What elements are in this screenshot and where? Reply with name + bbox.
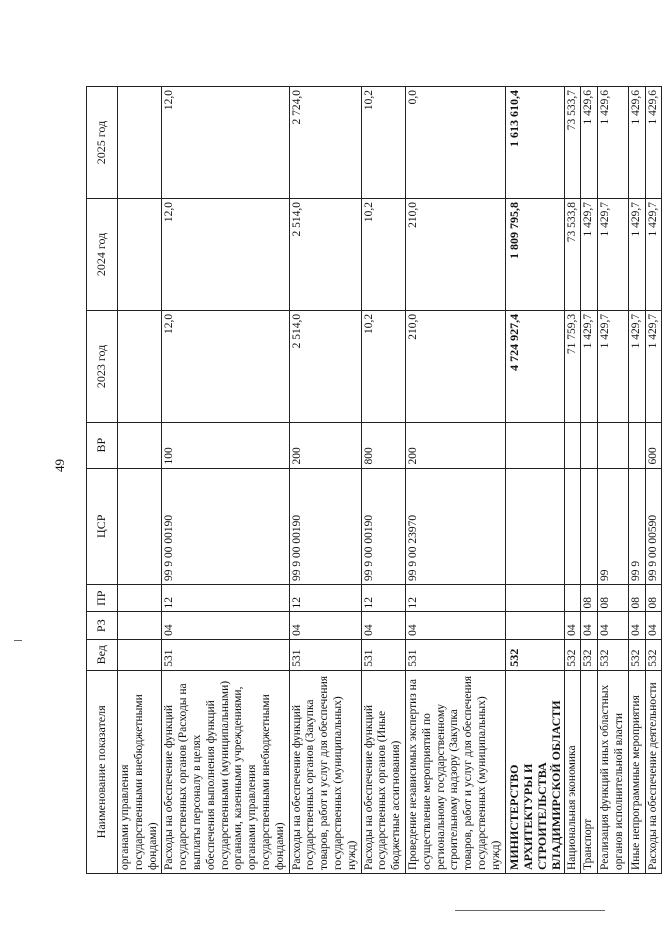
cell-csr: 99 9 00 00190 <box>289 468 361 585</box>
cell-pr: 12 <box>405 585 505 612</box>
cell-rz: 04 <box>361 612 405 639</box>
cell-2025: 1 429,6 <box>598 87 629 199</box>
cell-csr <box>505 468 564 585</box>
cell-2024 <box>118 198 162 310</box>
cell-2024: 10,2 <box>361 198 405 310</box>
budget-table <box>86 86 662 874</box>
cell-pr: 12 <box>289 585 361 612</box>
cell-2025 <box>118 87 162 199</box>
cell-vr: 800 <box>361 422 405 468</box>
cell-rz: 04 <box>598 612 629 639</box>
header-ved: Вед <box>87 639 118 670</box>
table-header-row <box>87 87 118 874</box>
table-row <box>162 87 289 874</box>
cell-name: органами управления государственными внебюджетными фондами) <box>118 670 162 873</box>
cell-pr: 08 <box>645 585 662 612</box>
cell-vr: 600 <box>645 422 662 468</box>
cell-csr: 99 <box>598 468 629 585</box>
cell-name: Расходы на обеспечение функций государственных органов (Закупка товаров, работ и услуг для обеспечения государственных (муниципальных) нужд) <box>289 670 361 873</box>
cell-ved: 531 <box>289 639 361 670</box>
cell-name: Расходы на обеспечение деятельности <box>645 670 662 873</box>
table-row <box>628 87 645 874</box>
cell-2023: 210,0 <box>405 310 505 422</box>
cell-ved: 532 <box>598 639 629 670</box>
cell-2024: 12,0 <box>162 198 289 310</box>
cell-vr <box>628 422 645 468</box>
cell-name: Национальная экономика <box>564 670 581 873</box>
table-row <box>581 87 598 874</box>
table-row <box>564 87 581 874</box>
cell-name: Иные непрограммные мероприятия <box>628 670 645 873</box>
cell-2023: 10,2 <box>361 310 405 422</box>
cell-ved: 532 <box>581 639 598 670</box>
cell-rz: 04 <box>405 612 505 639</box>
cell-2024: 1 429,7 <box>645 198 662 310</box>
cell-rz <box>505 612 564 639</box>
rotated-table-container <box>86 86 659 874</box>
cell-csr <box>564 468 581 585</box>
cell-pr: 08 <box>598 585 629 612</box>
cell-ved: 531 <box>405 639 505 670</box>
cell-2023: 1 429,7 <box>598 310 629 422</box>
table-row <box>118 87 162 874</box>
header-2023: 2023 год <box>87 310 118 422</box>
cell-vr <box>118 422 162 468</box>
cell-ved: 531 <box>162 639 289 670</box>
cell-2023: 1 429,7 <box>645 310 662 422</box>
table-row <box>645 87 662 874</box>
cell-2024: 2 514,0 <box>289 198 361 310</box>
cell-2024: 210,0 <box>405 198 505 310</box>
cell-pr: 12 <box>162 585 289 612</box>
cell-vr <box>505 422 564 468</box>
cell-pr <box>564 585 581 612</box>
cell-2023: 2 514,0 <box>289 310 361 422</box>
cell-name: МИНИСТЕРСТВО АРХИТЕКТУРЫ И СТРОИТЕЛЬСТВА ВЛАДИМИРСКОЙ ОБЛАСТИ <box>505 670 564 873</box>
table-row <box>289 87 361 874</box>
cell-rz: 04 <box>564 612 581 639</box>
cell-2024: 1 429,7 <box>628 198 645 310</box>
cell-vr: 200 <box>289 422 361 468</box>
cell-2025: 1 429,6 <box>628 87 645 199</box>
table-row <box>405 87 505 874</box>
cell-vr: 100 <box>162 422 289 468</box>
cell-ved: 532 <box>645 639 662 670</box>
header-vr: ВР <box>87 422 118 468</box>
cell-2023: 4 724 927,4 <box>505 310 564 422</box>
cell-2024: 73 533,8 <box>564 198 581 310</box>
cell-rz: 04 <box>289 612 361 639</box>
cell-2025: 0,0 <box>405 87 505 199</box>
cell-rz: 04 <box>581 612 598 639</box>
cell-2025: 1 429,6 <box>581 87 598 199</box>
cell-2025: 12,0 <box>162 87 289 199</box>
header-pr: ПР <box>87 585 118 612</box>
cell-pr <box>505 585 564 612</box>
cell-name: Проведение независимых экспертиз на осуществление мероприятий по региональному государственному строительному надзору (Закупка товаров, работ и услуг для обеспечения государственных (муниципальных) нужд) <box>405 670 505 873</box>
page-number: 49 <box>52 459 67 472</box>
cell-csr: 99 9 00 00190 <box>162 468 289 585</box>
cell-ved: 532 <box>628 639 645 670</box>
cell-csr: 99 9 <box>628 468 645 585</box>
cell-2023: 12,0 <box>162 310 289 422</box>
cell-2025: 1 429,6 <box>645 87 662 199</box>
scan-artifact-line <box>14 640 22 641</box>
header-csr: ЦСР <box>87 468 118 585</box>
cell-ved <box>118 639 162 670</box>
table-row <box>361 87 405 874</box>
cell-vr <box>564 422 581 468</box>
cell-pr: 12 <box>361 585 405 612</box>
cell-name: Реализация функций иных областных органов исполнительной власти <box>598 670 629 873</box>
cell-ved: 532 <box>564 639 581 670</box>
cell-pr: 08 <box>628 585 645 612</box>
scan-artifact-line <box>455 910 605 911</box>
cell-rz <box>118 612 162 639</box>
cell-2024: 1 429,7 <box>598 198 629 310</box>
cell-ved: 531 <box>361 639 405 670</box>
cell-pr: 08 <box>581 585 598 612</box>
cell-rz: 04 <box>645 612 662 639</box>
header-rz: РЗ <box>87 612 118 639</box>
cell-pr <box>118 585 162 612</box>
table-row <box>598 87 629 874</box>
cell-vr: 200 <box>405 422 505 468</box>
cell-2025: 10,2 <box>361 87 405 199</box>
cell-2023 <box>118 310 162 422</box>
cell-2024: 1 809 795,8 <box>505 198 564 310</box>
cell-name: Расходы на обеспечение функций государственных органов (Иные бюджетные ассигнования) <box>361 670 405 873</box>
cell-rz: 04 <box>162 612 289 639</box>
cell-ved: 532 <box>505 639 564 670</box>
header-name: Наименование показателя <box>87 670 118 873</box>
cell-csr <box>118 468 162 585</box>
cell-2023: 71 759,3 <box>564 310 581 422</box>
cell-csr: 99 9 00 23970 <box>405 468 505 585</box>
cell-name: Расходы на обеспечение функций государственных органов (Расходы на выплаты персоналу в целях обеспечения выполнения функций государственными (муниципальными) органами, казенными учреждениями, органами управления государственными внебюджетными фондами) <box>162 670 289 873</box>
cell-2023: 1 429,7 <box>628 310 645 422</box>
cell-csr: 99 9 00 00590 <box>645 468 662 585</box>
cell-2025: 1 613 610,4 <box>505 87 564 199</box>
table-row-ministry <box>505 87 564 874</box>
cell-rz: 04 <box>628 612 645 639</box>
cell-2025: 2 724,0 <box>289 87 361 199</box>
header-2024: 2024 год <box>87 198 118 310</box>
cell-csr: 99 9 00 00190 <box>361 468 405 585</box>
cell-2025: 73 533,7 <box>564 87 581 199</box>
cell-vr <box>581 422 598 468</box>
cell-2024: 1 429,7 <box>581 198 598 310</box>
cell-name: Транспорт <box>581 670 598 873</box>
cell-2023: 1 429,7 <box>581 310 598 422</box>
cell-csr <box>581 468 598 585</box>
cell-vr <box>598 422 629 468</box>
header-2025: 2025 год <box>87 87 118 199</box>
